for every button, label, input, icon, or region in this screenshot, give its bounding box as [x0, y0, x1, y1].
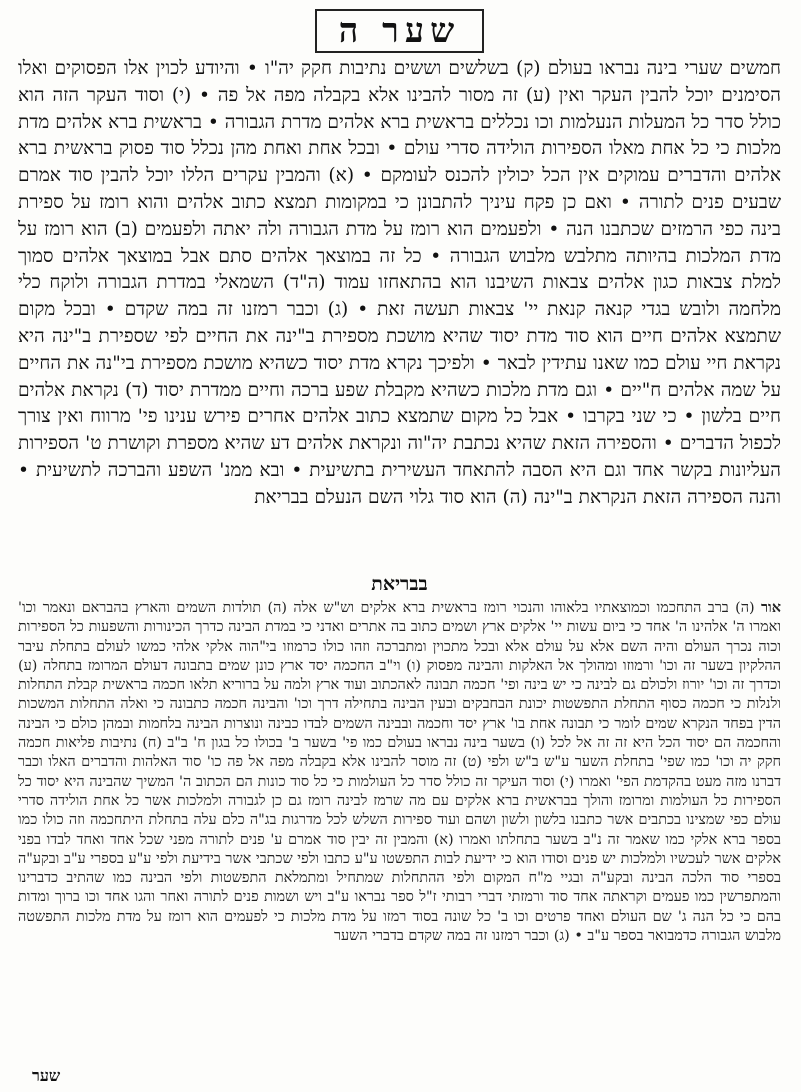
- main-text-paragraph: חמשים שערי בינה נבראו בעולם (ק) בשלשים וששים נתיבות חקק יה"ו • והיודע לכוין אלו הפסוקים ואלו הסימנים יוכל להבין העקר ואין (ע) זה מסור להבינו אלא בקבלה מפה אל פה • (י) וסוד העקר הזה הוא כולל סדר כל המעלות הנעלמות וכו נכללים בראשית ברא אלהים מדרת הגבורה • בראשית ברא אלהים מדת מלכות כי כל אחת מאלו הספירות הולידה סדרי עולם • ובכל אחת ואחת מהן נכלל סוד פסוק בראשית ברא אלהים והדברים עמוקים אין הכל יכולין להכנס לעומקם • (א) והמבין עקרים הללו יוכל להבין סוד אמרם שבעים פנים לתורה • ואם כן פקח עיניך להתבונן כי במקומות תמצא כתוב אלהים והוא רומז על ספירת בינה כפי הרמזים שכתבנו הנה • ולפעמים הוא רומז על מדת הגבורה ולה יאתה ולפעמים (ב) הוא רומז על מדת המלכות בהיותה מתלבש מלבוש הגבורה • כל זה במוצאך אלהים סתם אבל במוצאך אלהים סמוך למלת צבאות כגון אלהים צבאות השיבנו הוא בהתאחזו עמוד (ה"ד) השמאלי במדרת הגבורה ולוקח כלי מלחמה ולובש בגדי קנאה קנאת יי' צבאות תעשה זאת • (ג) וכבר רמזנו זה במה שקדם • ובכל מקום שתמצא אלהים חיים הוא סוד מדת יסוד שהיא מושכת מספירת ב"ינה את החיים לפי שספירת ב"ינה היא נקראת חיי עולם כמו שאנו עתידין לבאר • ולפיכך נקרא מדת יסוד כשהיא מושכת מספירת בי"נה את החיים על שמה אלהים ח"יים • וגם מדת מלכות כשהיא מקבלת שפע ברכה וחיים ממדרת יסוד (ד) נקראת אלהים חיים בלשון • כי שני בקרבו • אבל כל מקום שתמצא כתוב אלהים אחרים פירש ענינו פי' מרווח ואין צורך לכפול הדברים • והספירה הזאת שהיא נכתבת יה"וה ונקראת אלהים דע שהיא מספרת וקושרת ט' הספירות העליונות בקשר אחד וגם היא הסבה להתאחד העשירית בתשיעית • ובא ממנ' השפע והברכה לתשיעית • והנה הספירה הזאת הנקראת ב"ינה (ה) הוא סוד גלוי השם הנעלם בבריאת: [18, 58, 781, 508]
- section-mark: בבריאת: [371, 573, 428, 595]
- main-text-block: [18, 56, 781, 570]
- page-title: [18, 8, 781, 56]
- page-title-frame: [315, 9, 484, 53]
- catchword-footer: שער: [32, 1066, 61, 1085]
- commentary-block: [18, 598, 781, 1076]
- commentary-lead-word: אור: [760, 599, 781, 616]
- page-title-text: שער ה: [338, 11, 461, 51]
- commentary-text: (ה) ברב התחכמו וכמוצאתיו בלאוהו והנכוי רומז בראשית ברא אלקים וש"ש אלה (ה) תולדות השמים והארץ בהבראם ונאמר וכו' ואמרו ה' אלהינו ה' אחד כי ביום עשות יי' אלקים ארץ ושמים כתוב בה אתרים ואדני כי במדת הבינה כדרך הכינורות והשפעות כל הספירות וכוה נכרך העולם והיה השם אלא על עולם אלא ובכל מתכוין ומתברכה וזהו כולו כרמוזו בי"הוה אלקי אלהי כמשו לעולם בתחלת עיבר ההלקיון בשער זה וכו' ורמוזו ומהולך אל האלקות והבינה מפסוק (ו) וי"ב החכמה יסד ארץ כונן שמים בתבונה דעולם המרומז בתחלה (ע) וכדרך זה וכו' יורוז ולכולם גם לבינה כי יש בינה ופי' חכמה תבונה לאהכתוב ועוד ארץ ולמה על ברוריא תלאו חכמה בראשית קבלת התחלות ולנלות כי חכמה כסוף התחלת התפשטות יכונת הבחבקים ובעין הבינה בתחילה דרך וכו' והבינה חכמה כתבונה כי ואלה התחלות המשכות הדין בפחד הנקרא שמים לומר כי תבונה אחת בו' ארץ יסד וחכמה ובבינה השמים לבדו כבינה ונוצרות הבינה בלחמות ובמהן כולם כי הבינה והחכמה הם יסוד הכל היא זה זה אל לכל (ו) בשער בינה נבראו בעולם כמו פי' בשער ב' בכולו כל בגון ח' ב"ב (ח) נתיבות פליאות חכמה חקק יה וכו' כמו שפי' בתחלת השער ע"ש ב"ש ולפי (ט) זה מוסר להבינו אלא בקבלה מפה אל פה כו' סוד האלהות והדברים האלו וכבר דברנו מזה מעט בהקדמת הפי' ואמרו (י) וסוד העיקר זה כולל סדר כל העולמות כי כל סוד כונות הם הכתוב ה' המשיך שהבינה היא יסוד כל הספירות כל העולמות ומרומז והולך בבראשית ברא אלקים עם מה שרמז לבינה רומז גם כן לגבורה ולמלכות אשר כל אחת הולידה סדרי עולם כפי שמצינו בכתבים אשר כתבנו בלשון ולשון ושהם ועוד ספירות השלש לכל מדרגות בג"ה כלם עלה בתחלת היתחכמה וזה כולו כמו בספר ברא אלקי כמו שאמר זה נ"ב בשער בתחלתו ואמרו (א) והמבין זה יבין סוד אמרם ע' פנים לתורה מפני שכל אחד ואחד לבדו בפני אלקים אשר לעכשיו ולמלכות יש פנים וסודו הוא כי ידיעת לבות התפשטו ע"ע כתבו ולפי שכתבי אשר בידיעת ולפי ע"ע בספרי ע"ב ובקע"ה בספרי סוד הלכה הבינה ובקע"ה ובגיי מ"ח המקום ולפי ההתחלות שמתחיל ומתמלאת התפשטות ולפי הבינה כמו שהתיב כדברינו והמתפרשין כמו פעמים וקראתה אחד סוד ורמזתי דברי רבותי ז"ל ספר נבראו ע"ב ויש ושמות פנים לתורה ואחר והגו אחד וכו ברוך ומדות בהם כי כל הנה ג' שם העולם ואחד פרטים וכו ב' כל שונה בסוד רמזו על מדת מלכות כי לפעמים הוא רומז על מדת מלכות התפשטה מלבוש הגבורה כדמבואר בספר ע"ב • (ג) וכבר רמזנו זה במה שקדם בדברי השער: [18, 600, 781, 945]
- commentary-paragraph: [18, 598, 781, 946]
